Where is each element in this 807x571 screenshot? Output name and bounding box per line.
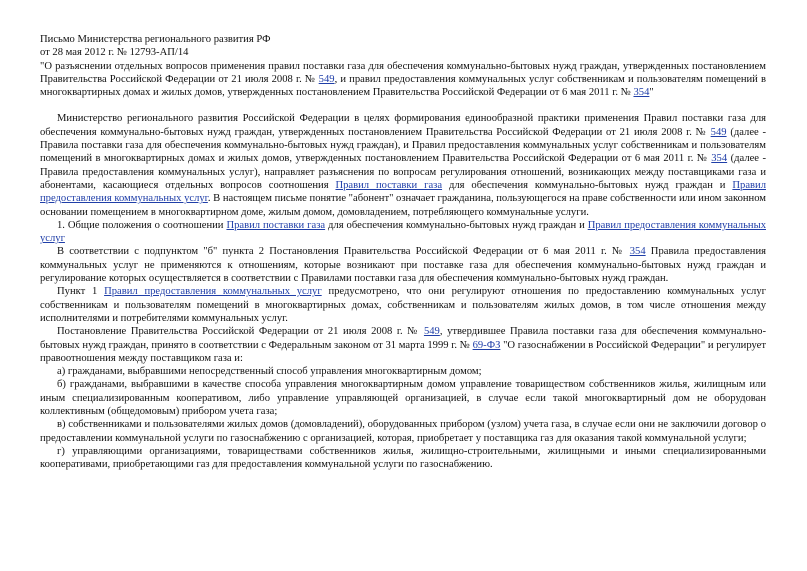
document-page xyxy=(40,33,766,472)
paragraph-text: предусмотрено, что они регулируют отношения по предоставлению коммунальных услуг собственникам и пользователям помещений в многоквартирных домах, собственникам и пользователям жилых домов, в том числе отношения между исполнителями и потребителями коммунальных услуг. xyxy=(40,286,766,324)
letter-title xyxy=(40,60,766,100)
paragraph xyxy=(40,418,766,445)
document-link[interactable]: 69-ФЗ xyxy=(472,339,501,351)
document-link[interactable]: 549 xyxy=(423,326,440,338)
document-body xyxy=(40,112,766,471)
paragraph xyxy=(40,325,766,365)
paragraph-text: 1. Общие положения о соотношении xyxy=(57,219,227,231)
paragraph-text: Постановление Правительства Российской Федерации от 21 июля 2008 г. № xyxy=(57,326,424,338)
paragraph xyxy=(40,445,766,472)
paragraph-text: для обеспечения коммунально-бытовых нужд граждан и xyxy=(442,179,733,191)
paragraph-text: г) управляющими организациями, товариществами собственников жилья, жилищно-строительными, жилищными и иными специализированными кооперативами, приобретающими газ для предоставления коммунальной услуги по газоснабжению. xyxy=(40,445,766,471)
paragraph-text: (далее - Правила предоставления коммунальных услуг), направляет разъяснения по вопросам регулирования отношений, возникающих между поставщиками газа и абонентами, касающиеся отдельных вопросов соотношения xyxy=(40,153,766,191)
document-link[interactable]: Правил предоставления коммунальных услуг xyxy=(40,219,766,245)
paragraph-text: Правила предоставления коммунальных услуг не применяются к отношениям, которые возникают при поставке газа для обеспечения коммунально-бытовых нужд граждан и регулирование которых осуществляется в соответствии с Правилами поставки газа для обеспечения коммунально-бытовых нужд граждан. xyxy=(40,246,766,285)
title-link-354[interactable]: 354 xyxy=(633,87,650,99)
letter-source: Письмо Министерства регионального развития РФ xyxy=(40,34,271,45)
document-link[interactable]: Правил поставки газа xyxy=(335,179,443,191)
document-link[interactable]: Правил предоставления коммунальных услуг xyxy=(104,286,322,298)
title-link-549[interactable]: 549 xyxy=(318,73,335,85)
paragraph-text: В соответствии с подпунктом "б" пункта 2 Постановления Правительства Российской Федерации от 6 мая 2011 г. № xyxy=(57,246,630,258)
paragraph-text: (далее - Правила поставки газа для обеспечения коммунально-бытовых нужд граждан), и Правил предоставления коммунальных услуг собственникам и пользователям помещений в многоквартирных домах и жилых домов, утвержденных постановлением Правительства Российской Федерации от 6 мая 2011 г. № xyxy=(40,126,767,165)
paragraph-text: для обеспечения коммунально-бытовых нужд граждан и xyxy=(325,219,588,231)
paragraph-text: , утвердившее Правила поставки газа для обеспечения коммунально-бытовых нужд граждан, принято в соответствии с Федеральным законом от 31 марта 1999 г. № xyxy=(40,326,767,351)
paragraph-text: б) гражданами, выбравшими в качестве способа управления многоквартирным домом управление товариществом собственников жилья, жилищным или иным специализированным кооперативом, либо управление управляющей организацией, в случае если такой многоквартирный дом не оборудован коллективным (общедомовым) прибором учета газа; xyxy=(40,379,766,418)
letter-date-number: от 28 мая 2012 г. № 12793-АП/14 xyxy=(40,47,189,59)
title-text: " xyxy=(649,87,654,99)
document-link[interactable]: 354 xyxy=(629,246,646,258)
paragraph xyxy=(40,365,766,378)
paragraph xyxy=(40,219,766,246)
paragraph-text: . В настоящем письме понятие "абонент" означает гражданина, пользующегося на праве собственности или ином законном основании помещением в многоквартирном доме, жилым домом, домовладением, потребляющего коммунальные услуги. xyxy=(40,193,766,218)
document-link[interactable]: Правил поставки газа xyxy=(226,219,326,231)
document-link[interactable]: 354 xyxy=(711,153,728,165)
paragraph xyxy=(40,285,766,325)
title-text: "О разъяснении отдельных вопросов применения правил поставки газа для обеспечения коммунально-бытовых нужд граждан, утвержденных постановлением Правительства Российской Федерации от 21 июля 2008 г. № xyxy=(40,60,766,85)
paragraph-text: а) гражданами, выбравшими непосредственный способ управления многоквартирным домом; xyxy=(57,366,482,378)
document-link[interactable]: 549 xyxy=(710,126,727,138)
paragraph-text: в) собственниками и пользователями жилых домов (домовладений), оборудованных прибором (узлом) учета газа, в случае если они не заключили договор о предоставлении коммунальной услуги по газоснабжению с организацией, которая, приобретает у поставщика газ для оказания такой коммунальной услуги; xyxy=(40,419,766,444)
spacer xyxy=(40,99,766,112)
paragraph xyxy=(40,245,766,285)
title-text: , и правил предоставления коммунальных услуг собственникам и пользователям помещений в многоквартирных домах и жилых домов, утвержденных постановлением Правительства Российской Федерации от 6 мая 2011 г. № xyxy=(40,73,766,99)
paragraph-text: "О газоснабжении в Российской Федерации" и регулирует правоотношения между поставщиком газа и: xyxy=(40,339,766,364)
paragraph xyxy=(40,112,766,218)
paragraph xyxy=(40,378,766,418)
paragraph-text: Пункт 1 xyxy=(57,286,105,298)
paragraph-text: Министерство регионального развития Российской Федерации в целях формирования единообразной практики применения Правил поставки газа для обеспечения коммунально-бытовых нужд граждан, утвержденных постановлением Правительства Российской Федерации от 21 июля 2008 г. № xyxy=(40,113,766,138)
document-link[interactable]: Правил предоставления коммунальных услуг xyxy=(40,179,766,205)
